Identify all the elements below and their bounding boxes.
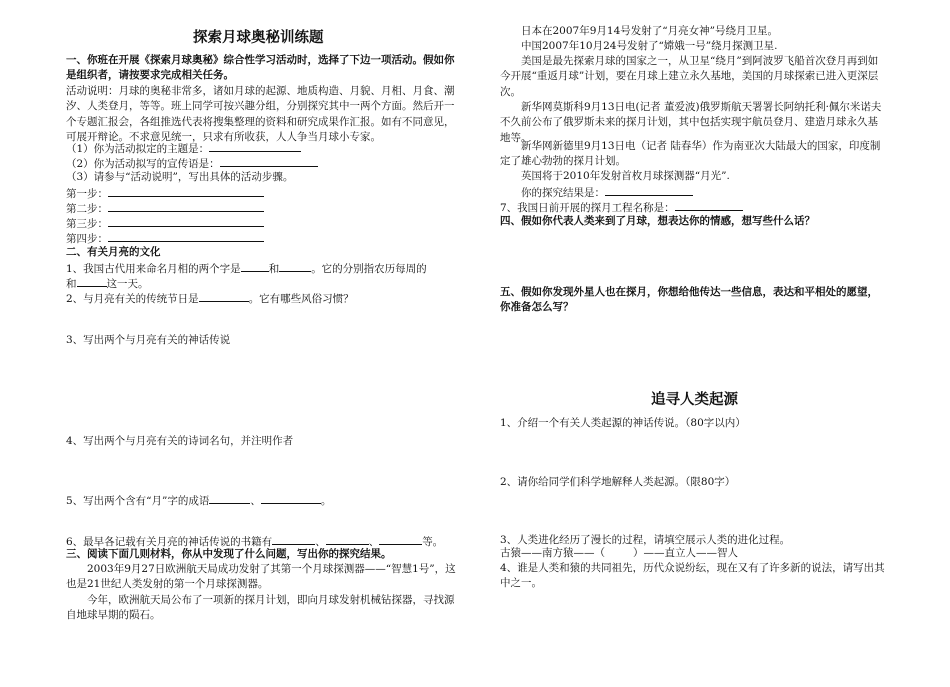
festival-question-text: 2、与月亮有关的传统节日是 (66, 293, 199, 305)
slogan-answer-blank[interactable] (220, 155, 318, 167)
book-blank-2[interactable] (326, 533, 369, 545)
moon-phase-and: 和 (268, 263, 280, 275)
book-separator-1: 、 (315, 536, 326, 548)
step-4-blank[interactable] (108, 230, 264, 242)
reading-uk: 英国将于2010年发射首枚月球探测器“月光”. (521, 170, 730, 182)
reading-japan: 日本在2007年9月14号发射了“月亮女神”号绕月卫星。 (521, 25, 778, 37)
result-label: 你的探究结果是： (521, 187, 605, 199)
reading-material-2: 今年，欧洲航天局公布了一项新的探月计划，即向月球发射机械钻探器，寻找源自地球早期的陨石。 (66, 594, 455, 622)
moon-phase-question-text: 1、我国古代用来命名月相的两个字是 (66, 263, 241, 275)
festival-question-tail: 。它有哪些风俗习惯？ (248, 293, 354, 305)
theme-answer-blank[interactable] (209, 140, 301, 152)
moon-phase-blank-3[interactable] (77, 275, 107, 287)
section-3-heading: 三、阅读下面几则材料，你从中发现了什么问题，写出你的探究结果。 (66, 548, 392, 560)
idiom-question (66, 492, 458, 509)
moon-phase-blank-1[interactable] (241, 260, 269, 272)
origin-question-1: 1、介绍一个有关人类起源的神话传说。（80字以内） (500, 417, 746, 429)
step-3-blank[interactable] (108, 215, 264, 227)
idiom-blank-2[interactable] (261, 492, 321, 504)
idiom-blank-1[interactable] (209, 492, 250, 504)
moon-phase-question-end: 这一天。 (106, 278, 149, 290)
question-slogan-label: （2）你为活动拟写的宣传语是： (66, 158, 220, 170)
idiom-separator: 、 (250, 495, 261, 507)
reading-usa: 美国是最先探索月球的国家之一，从卫星“绕月”到阿波罗飞船首次登月再到如今开展“重返月球”计划，要在月球上建立永久基地，美国的月球探索已进入更深层次。 (500, 55, 879, 98)
section-1-heading: 一、你班在开展《探索月球奥秘》综合性学习活动时，选择了下边一项活动。假如你是组织者，请按要求完成相关任务。 (66, 54, 455, 82)
step-3-label: 第三步： (66, 218, 108, 230)
step-1-blank[interactable] (108, 185, 264, 197)
section-4-heading: 四、假如你代表人类来到了月球，想表达你的情感，想写些什么话？ (500, 215, 815, 227)
moon-phase-blank-2[interactable] (279, 260, 311, 272)
festival-blank[interactable] (199, 290, 249, 302)
book-question-text: 6、最早各记载有关月亮的神话传说的书籍有 (66, 536, 273, 548)
project-name-blank[interactable] (675, 199, 743, 211)
section-2-heading: 二、有关月亮的文化 (66, 246, 161, 258)
step-1-label: 第一步： (66, 188, 108, 200)
book-question-end: 等。 (422, 536, 444, 548)
result-blank[interactable] (605, 184, 693, 196)
activity-description: 活动说明：月球的奥秘非常多，诸如月球的起源、地质构造、月貌、月相、月食、潮汐、人类登月，等等。班上同学可按兴趣分组，分别探究其中一两个方面。然后开一个专题汇报会，各组推选代表将搜集整理的资料和研究成果作汇报。如有不同意见，可展开辩论。不求意见统一，只求有所收获，人人争当月球小专家。 (66, 85, 455, 144)
evolution-chain (500, 546, 888, 561)
reading-india: 新华网新德里9月13日电（记者 陆春华）作为南亚次大陆最大的国家，印度制定了雄心勃勃的探月计划。 (500, 140, 881, 168)
origin-question-2: 2、请你给同学们科学地解释人类起源。（限80字） (500, 476, 736, 488)
step-2-blank[interactable] (108, 200, 264, 212)
section-5-heading: 五、假如你发现外星人也在探月，你想给他传达一些信息，表达和平相处的愿望，你准备怎么写？ (500, 286, 878, 314)
idiom-question-end: 。 (320, 495, 332, 507)
festival-question (66, 290, 458, 307)
project-name-label: 7、我国日前开展的探月工程名称是： (500, 202, 675, 214)
reading-russia: 新华网莫斯科9月13日电(记者 董爱波)俄罗斯航天署署长阿纳托利·佩尔米诺夫不久前公布了俄罗斯未来的探月计划，其中包括实现宇航员登月、建造月球永久基地等。 (500, 101, 882, 144)
section-title-origin: 追寻人类起源 (651, 391, 738, 408)
reading-china: 中国2007年10月24号发射了“嫦娥一号”绕月探测卫星. (521, 40, 778, 52)
origin-question-4: 4、谁是人类和猿的共同祖先，历代众说纷纭，现在又有了许多新的说法，请写出其中之一。 (500, 562, 885, 590)
page-title: 探索月球奥秘训练题 (193, 29, 324, 46)
moon-phase-question-tail: 。它的分别指农历每周的 (311, 263, 427, 275)
book-separator-2: 、 (368, 536, 380, 548)
evolution-chain-end: ）——直立人——智人 (633, 547, 738, 559)
evolution-chain-start: 古猿——南方猿——（ (500, 547, 605, 559)
book-blank-1[interactable] (272, 533, 315, 545)
origin-question-3: 3、人类进化经历了漫长的过程，请填空展示人类的进化过程。 (500, 534, 791, 546)
myth-question: 3、写出两个与月亮有关的神话传说 (66, 334, 231, 346)
step-2-label: 第二步： (66, 203, 108, 215)
reading-material-1: 2003年9月27日欧洲航天局成功发射了其第一个月球探测器——“智慧1号”，这也是21世纪人类发射的第一个月球探测器。 (66, 563, 456, 591)
book-blank-3[interactable] (379, 533, 422, 545)
step-4-label: 第四步： (66, 233, 108, 245)
poem-question: 4、写出两个与月亮有关的诗词名句，并注明作者 (66, 435, 294, 447)
question-theme-label: （1）你为活动拟定的主题是： (66, 143, 210, 155)
moon-phase-and-2: 和 (66, 278, 77, 290)
idiom-question-text: 5、写出两个含有“月”字的成语 (66, 495, 210, 507)
question-steps: （3）请参与“活动说明”，写出具体的活动步骤。 (66, 171, 294, 183)
